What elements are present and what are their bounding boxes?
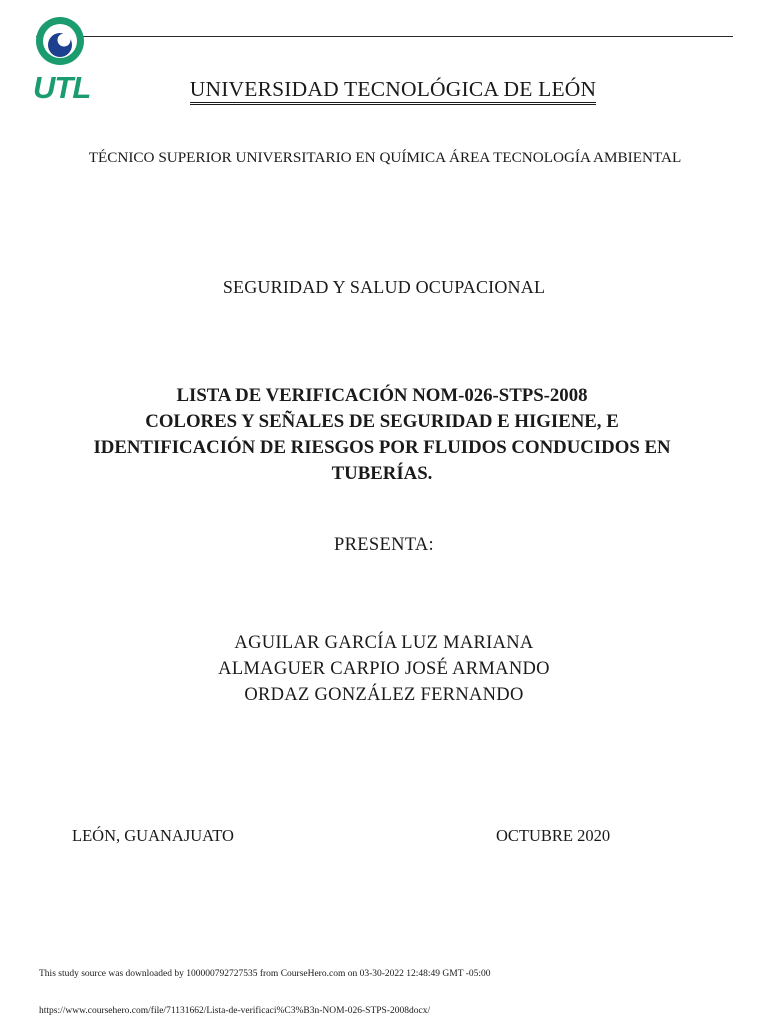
header-rule: [36, 36, 733, 37]
document-title: [60, 383, 704, 487]
location-text: LEÓN, GUANAJUATO: [72, 826, 234, 845]
career-name: TÉCNICO SUPERIOR UNIVERSITARIO EN QUÍMICA ÁREA TECNOLOGÍA AMBIENTAL: [88, 149, 682, 166]
download-note: This study source was downloaded by 100000792727535 from CourseHero.com on 03-30-2022 12:48:49 GMT -05:00: [39, 969, 491, 979]
author-name: AGUILAR GARCÍA LUZ MARIANA: [234, 633, 534, 653]
date-text: OCTUBRE 2020: [496, 826, 611, 845]
title-line: COLORES Y SEÑALES DE SEGURIDAD E HIGIENE, E: [145, 411, 619, 432]
subject-name: SEGURIDAD Y SALUD OCUPACIONAL: [222, 277, 546, 297]
author-list: [0, 630, 768, 708]
university-name-text: UNIVERSIDAD TECNOLÓGICA DE LEÓN: [190, 76, 597, 105]
author-name: ALMAGUER CARPIO JOSÉ ARMANDO: [218, 659, 550, 679]
source-url[interactable]: https://www.coursehero.com/file/71131662/Lista-de-verificaci%C3%B3n-NOM-026-STPS-2008docx/: [39, 1006, 431, 1016]
title-line: TUBERÍAS.: [331, 463, 433, 484]
university-name: [0, 76, 768, 105]
author-name: ORDAZ GONZÁLEZ FERNANDO: [244, 685, 524, 705]
logo-inner-cutout: [58, 34, 71, 47]
logo-text: UTL: [33, 70, 91, 102]
title-line: LISTA DE VERIFICACIÓN NOM-026-STPS-2008: [176, 385, 588, 406]
title-line: IDENTIFICACIÓN DE RIESGOS POR FLUIDOS CONDUCIDOS EN: [93, 437, 671, 458]
presenta-label: PRESENTA:: [334, 535, 434, 555]
